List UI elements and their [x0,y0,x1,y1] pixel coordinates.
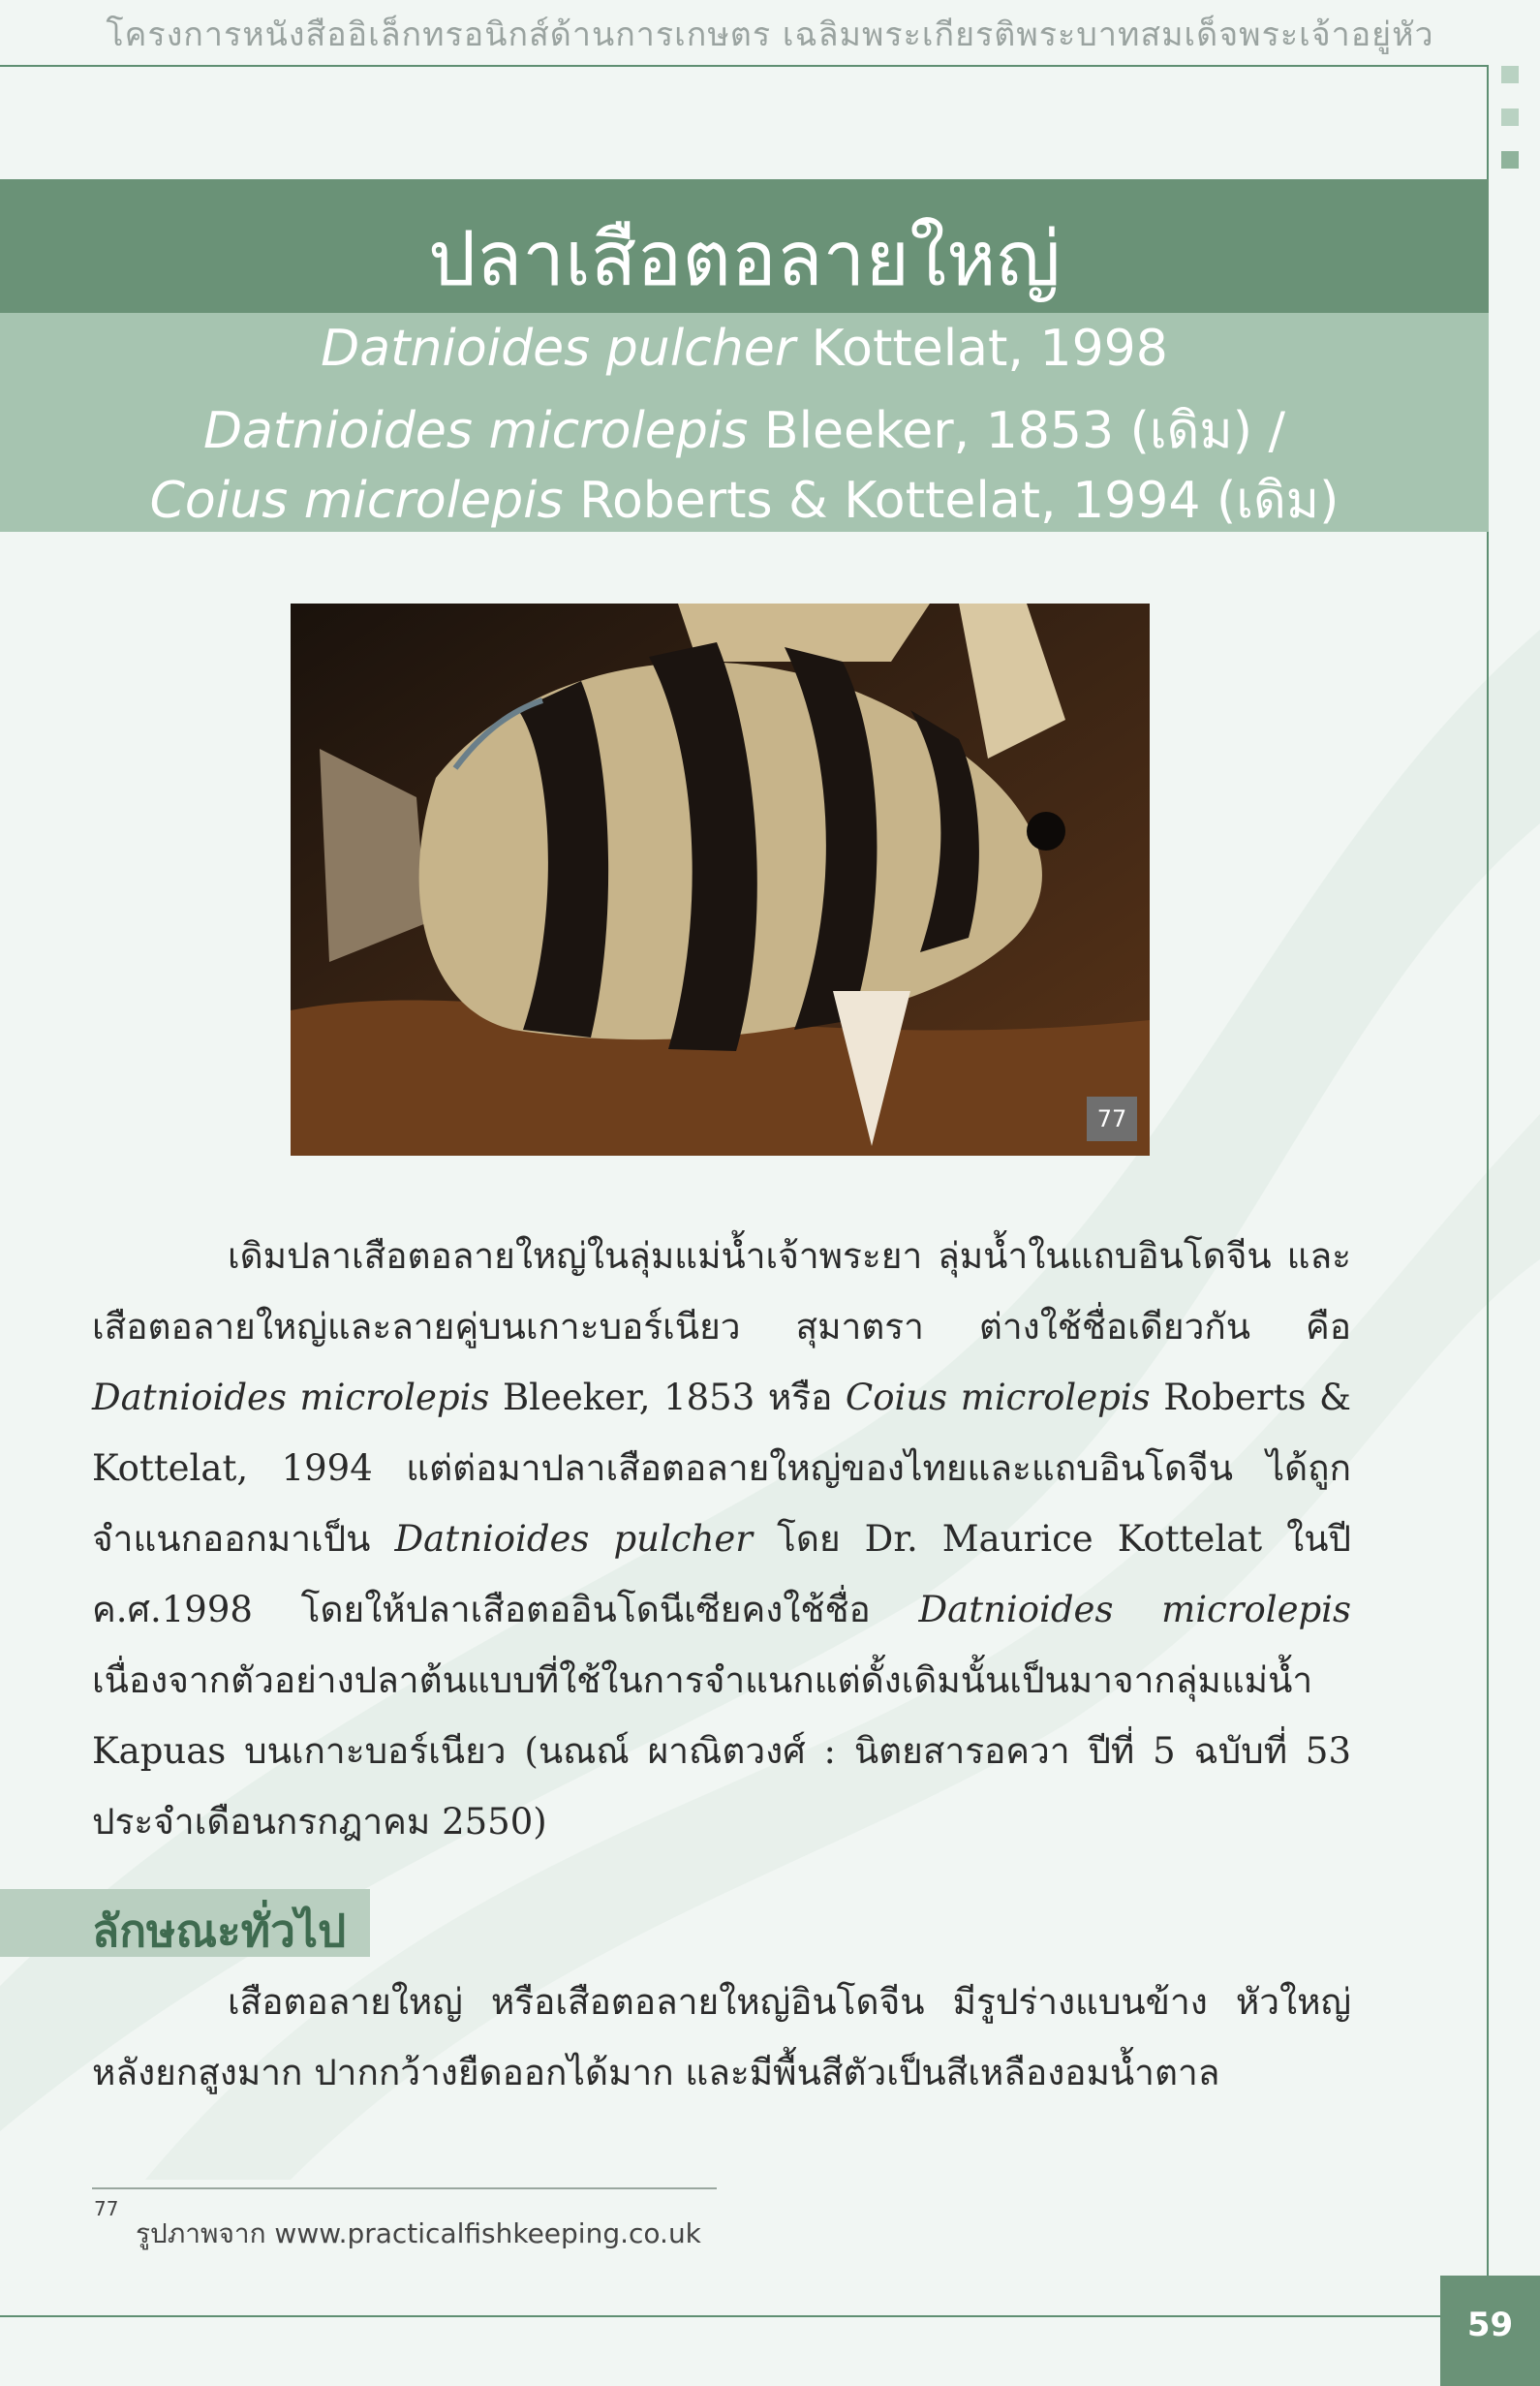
section-heading: ลักษณะทั่วไป [92,1905,347,1957]
species-name: Coius microlepis [149,472,564,530]
footnote-text: รูปภาพจาก www.practicalfishkeeping.co.uk [136,2217,701,2249]
species-italic: Datnioides pulcher [394,1518,753,1560]
intro-text: เดิมปลาเสือตอลายใหญ่ในลุ่มแม่น้ำเจ้าพระยา ลุ่มน้ำในแถบอินโดจีน และเสือตอลายใหญ่และลายคู่บนเกาะบอร์เนียว สุมาตรา ต่างใช้ชื่อเดียวกัน คือ [92,1235,1351,1348]
species-italic: Coius microlepis [845,1377,1151,1418]
fish-photo [291,604,1150,1156]
species-note: (เดิม) / [1129,402,1286,460]
footnote-number: 77 [94,2197,119,2220]
corner-square [1501,66,1519,83]
figure-number-badge: 77 [1087,1097,1137,1141]
scientific-name-line [0,320,1489,378]
scientific-name-line [0,459,1489,540]
page-frame-bottom [0,2315,1489,2317]
intro-text: โดย Dr. Maurice Kottelat ในปี ค.ศ.1998 โดยให้ปลาเสือตออินโดนีเซียคงใช้ชื่อ [92,1518,1351,1630]
corner-square [1501,108,1519,126]
section-paragraph: เสือตอลายใหญ่ หรือเสือตอลายใหญ่อินโดจีน มีรูปร่างแบนข้าง หัวใหญ่ หลังยกสูงมาก ปากกว้างยืดออกได้มาก และมีพื้นสีตัวเป็นสีเหลืองอมน้ำตาล [92,1981,1351,2093]
page-title: ปลาเสือตอลายใหญ่ [428,216,1061,303]
corner-square [1501,151,1519,169]
species-author: Bleeker, 1853 [763,402,1115,460]
intro-paragraph [92,1221,1351,1857]
page-number: 59 [1466,2306,1514,2344]
species-name: Datnioides microlepis [202,402,749,460]
footnote-rule [92,2187,717,2189]
species-note: (เดิม) [1216,472,1340,530]
species-name: Datnioides pulcher [321,320,796,378]
intro-text: Roberts & Kottelat, 1994 แต่ต่อมาปลาเสือตอลายใหญ่ของไทยและแถบอินโดจีน ได้ถูกจำแนกออกมาเป็น [92,1377,1351,1560]
species-italic: Datnioides microlepis [92,1377,490,1418]
running-header: โครงการหนังสืออิเล็กทรอนิกส์ด้านการเกษตร เฉลิมพระเกียรติพระบาทสมเด็จพระเจ้าอยู่หัว [106,15,1434,54]
species-italic: Datnioides microlepis [918,1589,1351,1630]
species-author: Kottelat, 1998 [811,320,1168,378]
intro-text: เนื่องจากตัวอย่างปลาต้นแบบที่ใช้ในการจำแนกแต่ดั้งเดิมนั้นเป็นมาจากลุ่มแม่น้ำ Kapuas บนเกาะบอร์เนียว (นณณ์ ผาณิตวงศ์ : นิตยสารอควา ปีที่ 5 ฉบับที่ 53 ประจำเดือนกรกฎาคม 2550) [92,1659,1351,1843]
intro-text: Bleeker, 1853 หรือ [489,1377,846,1418]
page-frame-top [0,65,1489,67]
species-author: Roberts & Kottelat, 1994 [579,472,1201,530]
scientific-name-line [0,389,1489,470]
